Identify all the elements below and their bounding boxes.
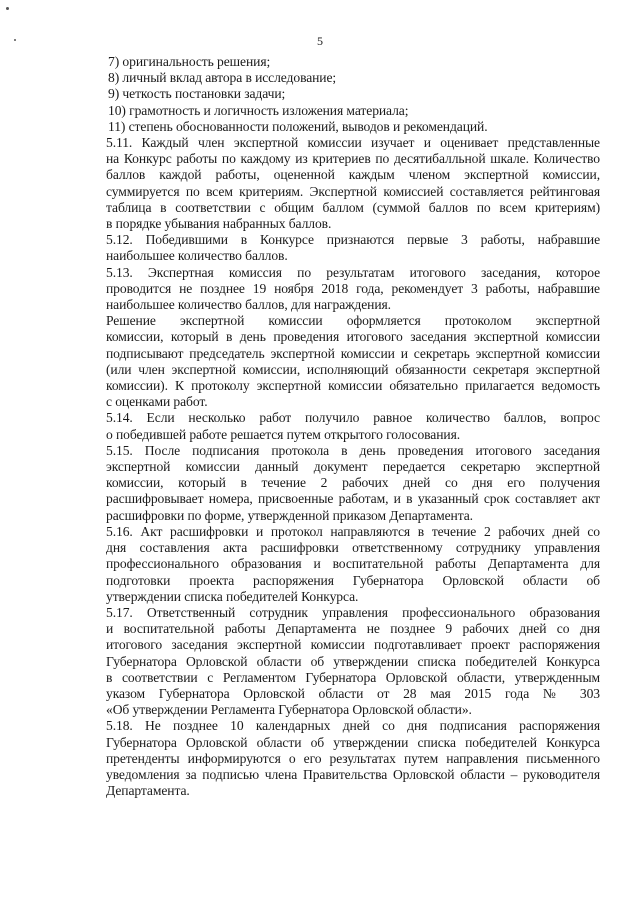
paragraph — [78, 718, 600, 799]
paragraph-line: указом Губернатора Орловской области от 28 мая 2015 года № 303 — [106, 685, 600, 701]
scan-speck — [6, 7, 9, 10]
paragraph-line: комиссии). К протоколу экспертной комиссии обязательно прилагается ведомость — [106, 378, 600, 394]
paragraph — [78, 265, 600, 314]
criteria-list-item: 11) степень обоснованности положений, выводов и рекомендаций. — [108, 118, 488, 134]
criteria-list-item: 7) оригинальность решения; — [108, 54, 271, 69]
paragraph — [78, 524, 600, 605]
document-body — [78, 54, 600, 799]
paragraph-line: экспертной комиссии данный документ передается секретарю экспертной — [106, 459, 600, 475]
paragraph-line: о победившей работе решается путем открытого голосования. — [106, 426, 461, 442]
paragraph-line: наибольшее количество баллов, для награждения. — [106, 297, 391, 313]
paragraph — [78, 410, 600, 442]
paragraph-line: на Конкурс работы по каждому из критериев по десятибалльной шкале. Количество — [106, 151, 600, 167]
paragraph-line: в соответствии с Регламентом Губернатора Орловской области, утвержденным — [106, 669, 600, 685]
paragraph-line: (или член экспертной комиссии, исполняющий обязанности секретаря экспертной — [106, 361, 600, 377]
paragraph-line: 5.14. Если несколько работ получило равное количество баллов, вопрос — [106, 410, 600, 426]
paragraph-line: и воспитательной работы Департамента не позднее 9 рабочих дней со дня — [106, 621, 600, 637]
paragraph — [78, 313, 600, 410]
page-number: 5 — [317, 34, 323, 48]
paragraph-line: уведомления за подписью члена Правительства Орловской области – руководителя — [106, 766, 600, 782]
paragraph-line: 5.17. Ответственный сотрудник управления профессионального образования — [106, 604, 600, 620]
paragraph-line: расшифровки по форме, утвержденной приказом Департамента. — [106, 507, 473, 523]
paragraph-line: подписывают председатель экспертной комиссии и секретарь экспертной комиссии — [106, 345, 600, 361]
paragraph-line: таблица в соответствии с общим баллом (суммой баллов по всем критериям) — [106, 199, 600, 215]
paragraph-line: 5.18. Не позднее 10 календарных дней со дня подписания распоряжения — [106, 718, 600, 734]
paragraph-line: 5.15. После подписания протокола в день проведения итогового заседания — [106, 442, 600, 458]
criteria-list-item: 10) грамотность и логичность изложения материала; — [108, 102, 409, 118]
paragraph-line: 5.11. Каждый член экспертной комиссии изучает и оценивает представленные — [106, 135, 600, 151]
paragraph-line: наибольшее количество баллов. — [106, 248, 288, 264]
paragraph-line: в порядке убывания набранных баллов. — [106, 216, 332, 232]
paragraph-line: 5.13. Экспертная комиссия по результатам итогового заседания, которое — [106, 264, 600, 280]
criteria-list-item: 8) личный вклад автора в исследование; — [108, 70, 337, 86]
paragraph-line: 5.16. Акт расшифровки и протокол направляются в течение 2 рабочих дней со — [106, 523, 600, 539]
criteria-list-item: 9) четкость постановки задачи; — [108, 86, 286, 102]
paragraph-line: дня составления акта расшифровки ответственному сотруднику управления — [106, 540, 600, 556]
paragraph-line: утверждении списка победителей Конкурса. — [106, 588, 359, 604]
paragraph-line: с оценками работ. — [106, 394, 208, 410]
paragraph-line: проводится не позднее 19 ноября 2018 года, рекомендует 3 работы, набравшие — [106, 280, 600, 296]
paragraph-line: комиссии, который в течение 2 рабочих дней со дня его получения — [106, 475, 600, 491]
paragraph-line: претенденты информируются о его результатах путем направления письменного — [106, 750, 600, 766]
paragraph — [78, 232, 600, 264]
paragraph-line: 5.12. Победившими в Конкурсе признаются первые 3 работы, набравшие — [106, 232, 600, 248]
paragraph-line: профессионального образования и воспитательной работы Департамента для — [106, 556, 600, 572]
paragraph-line: Губернатора Орловской области об утверждении списка победителей Конкурса — [106, 734, 600, 750]
paragraph — [78, 443, 600, 524]
paragraph-line: суммируется по всем критериям. Экспертной комиссией составляется рейтинговая — [106, 183, 600, 199]
paragraph-line: Губернатора Орловской области об утверждении списка победителей Конкурса — [106, 653, 600, 669]
paragraph — [78, 135, 600, 232]
paragraph-line: Решение экспертной комиссии оформляется протоколом экспертной — [106, 313, 600, 329]
paragraph-line: итогового заседания экспертной комиссии подготавливает проект распоряжения — [106, 637, 600, 653]
paragraph-line: комиссии, который в день проведения итогового заседания экспертной комиссии — [106, 329, 600, 345]
paragraph-line: подготовки проекта распоряжения Губернатора Орловской области об — [106, 572, 600, 588]
paragraph-line: Департамента. — [106, 783, 190, 799]
paragraph — [78, 605, 600, 718]
paragraph-line: «Об утверждении Регламента Губернатора Орловской области». — [106, 702, 472, 718]
paragraph-line: расшифровывает номера, присвоенные работам, и в указанный срок составляет акт — [106, 491, 600, 507]
paragraph-line: баллов каждой работы, оцененной каждым членом экспертной комиссии, — [106, 167, 600, 183]
